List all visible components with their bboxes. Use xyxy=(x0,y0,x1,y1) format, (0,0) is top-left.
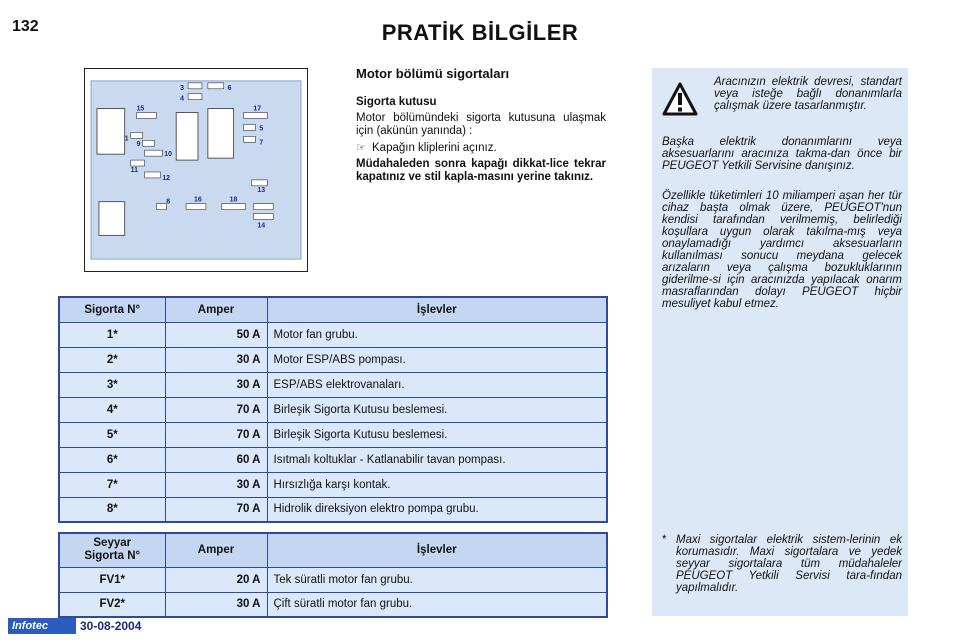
fuse-function: Motor fan grubu. xyxy=(267,322,607,347)
fuse-amper: 60 A xyxy=(165,447,267,472)
fuse-function: Çift süratli motor fan grubu. xyxy=(267,592,607,617)
fuse-box-drawing xyxy=(85,69,307,271)
fuse-label-11: 11 xyxy=(130,166,138,174)
warning-panel xyxy=(652,68,908,616)
fuse-amper: 20 A xyxy=(165,567,267,592)
fuse-amper: 70 A xyxy=(165,422,267,447)
step-item xyxy=(356,142,606,155)
fuse-number: 4* xyxy=(59,397,165,422)
fuse-label-3: 3 xyxy=(180,84,185,92)
table-row xyxy=(59,372,607,397)
fuse-number: 3* xyxy=(59,372,165,397)
print-date: 30-08-2004 xyxy=(80,619,142,633)
fuse-function: Isıtmalı koltuklar - Katlanabilir tavan pompası. xyxy=(267,447,607,472)
spare-fuse-table xyxy=(58,532,608,618)
fuse-function: Birleşik Sigorta Kutusu beslemesi. xyxy=(267,422,607,447)
table-row xyxy=(59,447,607,472)
fuse-label-10: 10 xyxy=(164,151,173,159)
fuse-amper: 30 A xyxy=(165,347,267,372)
table-row xyxy=(59,422,607,447)
fuse-label-13: 13 xyxy=(257,186,266,194)
page-number: 132 xyxy=(12,18,39,35)
fuse-function: Hırsızlığa karşı kontak. xyxy=(267,472,607,497)
column-header-amper: Amper xyxy=(165,297,267,322)
table-header-row xyxy=(59,533,607,567)
fuse-number: FV2* xyxy=(59,592,165,617)
fuse-function: Hidrolik direksiyon elektro pompa grubu. xyxy=(267,497,607,522)
fuse-table xyxy=(58,296,608,523)
table-row xyxy=(59,567,607,592)
fuse-amper: 50 A xyxy=(165,322,267,347)
table-row xyxy=(59,347,607,372)
step-text: Kapağın kliplerini açınız. xyxy=(372,142,497,154)
brand-logo: Infotec xyxy=(8,618,76,634)
fuse-label-9: 9 xyxy=(136,141,141,149)
fuse-amper: 70 A xyxy=(165,497,267,522)
fuse-number: 5* xyxy=(59,422,165,447)
column-header-amper: Amper xyxy=(165,533,267,567)
fuse-number: 2* xyxy=(59,347,165,372)
column-header-functions: İşlevler xyxy=(267,533,607,567)
section-note: Müdahaleden sonra kapağı dikkat-lice tekrar kapatınız ve stil kapla-masını yerine takınız. xyxy=(356,158,606,183)
footnote-text: Maxi sigortalar elektrik sistem-lerinin ek korumasıdır. Maxi sigortalara ve yedek seyyar sigortalara tüm müdahaleler PEUGEOT Yetkili Servisi tara-fından yapılmalıdır. xyxy=(676,534,902,594)
table-header-row xyxy=(59,297,607,322)
fuse-label-5: 5 xyxy=(259,125,264,133)
table-row xyxy=(59,322,607,347)
header-line-2: Sigorta N° xyxy=(84,550,141,563)
fuse-function: Motor ESP/ABS pompası. xyxy=(267,347,607,372)
table-row xyxy=(59,592,607,617)
table-row xyxy=(59,472,607,497)
fuse-number: 6* xyxy=(59,447,165,472)
table-row xyxy=(59,397,607,422)
warning-lead: Aracınızın elektrik devresi, standart veya isteğe bağlı donanımlarla çalışmak üzere tasarlanmıştır. xyxy=(714,76,902,112)
header-line-1: Seyyar xyxy=(93,537,132,550)
fuse-amper: 30 A xyxy=(165,592,267,617)
section-title: Motor bölümü sigortaları xyxy=(356,66,510,81)
fuse-label-1: 1 xyxy=(124,135,129,143)
footnote-star: * xyxy=(662,534,667,546)
section-subtitle: Sigorta kutusu xyxy=(356,96,437,108)
fuse-label-4: 4 xyxy=(180,95,185,103)
fuse-amper: 70 A xyxy=(165,397,267,422)
column-header-fuse-number: Sigorta N° xyxy=(59,297,165,322)
fuse-label-6: 6 xyxy=(227,84,232,92)
fuse-number: 8* xyxy=(59,497,165,522)
fuse-number: 1* xyxy=(59,322,165,347)
fuse-label-15: 15 xyxy=(136,105,145,113)
fuse-box-diagram xyxy=(84,68,308,272)
warning-paragraph-1: Başka elektrik donanımlarını veya aksesuarlarını aracınıza takma-dan önce bir PEUGEOT Yetkili Servisine danışınız. xyxy=(662,136,902,172)
fuse-label-8: 8 xyxy=(166,198,171,206)
column-header-spare-fuse-number xyxy=(59,533,165,567)
fuse-label-12: 12 xyxy=(162,174,171,182)
fuse-amper: 30 A xyxy=(165,472,267,497)
warning-paragraph-2: Özellikle tüketimleri 10 miliamperi aşan her tür cihaz başta olmak üzere, PEUGEOT'nun kendisi tarafından verilmemiş, belirlediği koşullara uygun olarak takılma-mış veya onaylamadığı yardımcı aksesuarların kullanılması sonucu meydana gelecek arızaların veya çalışma bozukluklarının giderilme-si için aracınızda yapılacak onarım masraflarından dolayı PEUGEOT hiçbir mesuliyet kabul etmez. xyxy=(662,190,902,310)
table-row xyxy=(59,497,607,522)
fuse-amper: 30 A xyxy=(165,372,267,397)
pointing-hand-icon: ☞ xyxy=(356,142,366,154)
fuse-number: FV1* xyxy=(59,567,165,592)
warning-triangle-icon xyxy=(662,82,698,116)
fuse-number: 7* xyxy=(59,472,165,497)
fuse-function: ESP/ABS elektrovanaları. xyxy=(267,372,607,397)
page-title: PRATİK BİLGİLER xyxy=(381,20,579,45)
fuse-label-14: 14 xyxy=(257,222,266,230)
fuse-label-18: 18 xyxy=(229,196,238,204)
fuse-label-17: 17 xyxy=(253,105,262,113)
fuse-function: Birleşik Sigorta Kutusu beslemesi. xyxy=(267,397,607,422)
warning-footnote xyxy=(662,534,902,594)
column-header-functions: İşlevler xyxy=(267,297,607,322)
fuse-label-16: 16 xyxy=(194,196,202,204)
fuse-function: Tek süratli motor fan grubu. xyxy=(267,567,607,592)
fuse-label-7: 7 xyxy=(259,139,264,147)
section-body: Motor bölümündeki sigorta kutusuna ulaşmak için (akünün yanında) : xyxy=(356,112,606,137)
